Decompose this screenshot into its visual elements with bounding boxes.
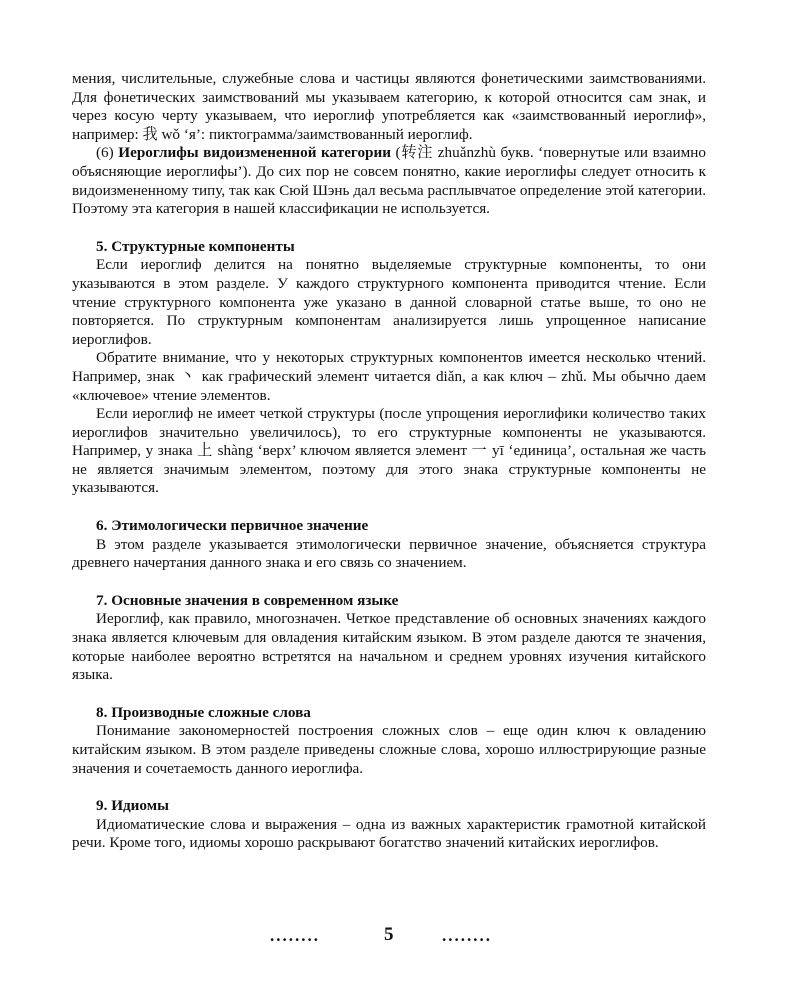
- page-footer: [0, 924, 800, 948]
- section-8-heading: 8. Производные сложные слова: [96, 703, 311, 721]
- section-6-paragraph-1: В этом разделе указывается этимологически первичное значение, объясняется структура древнего начертания данного знака и его связь со значением.: [72, 535, 706, 572]
- section-5-paragraph-2: Обратите внимание, что у некоторых структурных компонентов имеется несколько чтений. Например, знак 丶 как графический элемент читается diǎn, а как ключ – zhǔ. Мы обычно даем «ключевое» чтение элементов.: [72, 349, 706, 404]
- section-9-heading: 9. Идиомы: [96, 797, 169, 815]
- intro-p2-prefix: (6): [96, 144, 119, 162]
- section-5-paragraph-1: Если иероглиф делится на понятно выделяемые структурные компоненты, то они указываются в этом разделе. У каждого структурного компонента приводится чтение. Если чтение структурного компонента уже указано в данной словарной статье выше, то оно не повторяется. По структурным компонентам анализируется лишь упрощенное написание иероглифов.: [72, 256, 706, 348]
- footer-dots-left: ........: [270, 926, 320, 945]
- section-7-paragraph-1: Иероглиф, как правило, многозначен. Четкое представление об основных значениях каждого знака является ключевым для овладения китайским языком. В этом разделе даются те значения, которые наиболее вероятно встретятся на начальном и среднем уровнях изучения китайского языка.: [72, 610, 706, 684]
- intro-p2-rest: (转注 zhuǎnzhù букв. ‘повернутые или взаимно объясняющие иероглифы’). До сих пор не совсем понятно, какие иероглифы следует относить к видоизмененному типу, так как Сюй Шэнь дал весьма расплывчатое определение этой категории. Поэтому эта категория в нашей классификации не используется.: [72, 144, 706, 218]
- section-7-heading: 7. Основные значения в современном языке: [96, 591, 399, 609]
- section-8-paragraph-1: Понимание закономерностей построения сложных слов – еще один ключ к овладению китайским языком. В этом разделе приведены сложные слова, хорошо иллюстрирующие разные значения и сочетаемость данного иероглифа.: [72, 722, 706, 777]
- intro-p2-bold-term: Иероглифы видоизмененной категории: [118, 144, 391, 162]
- footer-dots-right: ........: [442, 926, 492, 945]
- section-6-heading: 6. Этимологически первичное значение: [96, 517, 369, 535]
- section-5-heading: 5. Структурные компоненты: [96, 237, 295, 255]
- page-body: [72, 70, 706, 853]
- section-9-paragraph-1: Идиоматические слова и выражения – одна из важных характеристик грамотной китайской речи. Кроме того, идиомы хорошо раскрывают богатство значений китайских иероглифов.: [72, 815, 706, 852]
- page-number: 5: [384, 924, 394, 945]
- intro-paragraph-1: мения, числительные, служебные слова и частицы являются фонетическими заимствованиями. Для фонетических заимствований мы указываем категорию, к которой относится сам знак, и через косую черту указываем, что иероглиф употребляется как «заимствованный иероглиф», например: 我 wǒ ‘я’: пиктограмма/заимствованный иероглиф.: [72, 70, 706, 143]
- section-5-paragraph-3: Если иероглиф не имеет четкой структуры (после упрощения иероглифики количество таких иероглифов значительно увеличилось), то его структурные компоненты не указываются. Например, у знака 上 shàng ‘верх’ ключом является элемент 一 yī ‘единица’, остальная же часть не является значимым элементом, поэтому для этого знака структурные компоненты не указываются.: [72, 405, 706, 497]
- intro-paragraph-2: [72, 144, 706, 218]
